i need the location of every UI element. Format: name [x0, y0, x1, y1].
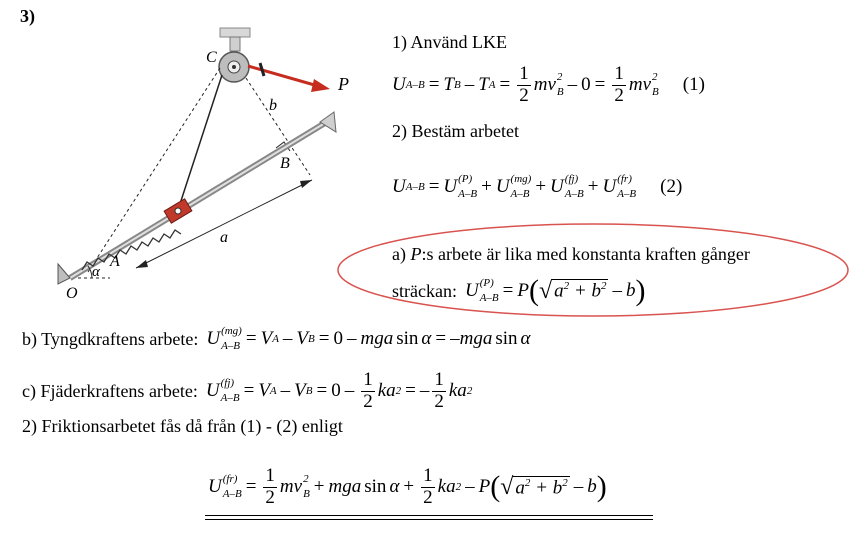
problem-number: 3)	[20, 6, 35, 26]
equation-2: U A–B = U (P) A–B + U (mg) A–B + U (fj) A–B + U (fr) A–B (2)	[392, 173, 683, 200]
equation-number-2: (2)	[660, 176, 683, 197]
step2-heading: 2) Bestäm arbetet	[392, 121, 519, 141]
part-c-text: c) Fjäderkraftens arbete:	[22, 380, 198, 401]
dashed-line-CB	[246, 78, 310, 175]
equation-number-1: (1)	[682, 74, 705, 96]
rod-end-cap	[320, 112, 336, 132]
final-underline-2	[205, 519, 653, 520]
label-alpha: α	[92, 264, 100, 280]
part-a-symbol: P	[410, 244, 422, 264]
label-b: b	[269, 97, 277, 114]
part-a-text-2: sträckan:	[392, 280, 457, 301]
final-equation: U (fr) A–B = $\frac{1}{2}$ mv 2 B + mga sin α + $\frac{1}{2}$ ka 2 – P ( √ $a^2 + b^2$ – b )	[208, 465, 607, 508]
part-a-prefix: a)	[392, 244, 411, 264]
equation-1: U A–B = T B – T A = $\frac{1}{2}$ mv 2 B – 0 = $\frac{1}{2}$ mv 2 B (1)	[392, 63, 705, 106]
part-a-text: :s arbete är lika med konstanta kraften gånger	[421, 244, 750, 264]
label-a: a	[220, 229, 228, 246]
pulley-bracket	[230, 37, 240, 51]
label-A: A	[110, 253, 120, 270]
part-c: c) Fjäderkraftens arbete: U (fj) A–B = V A – V B = 0 – $\frac{1}{2}$ ka 2 = – $\frac{1}{2}$ ka 2	[22, 369, 473, 412]
force-arrowhead	[311, 79, 330, 92]
conclusion-text: 2) Friktionsarbetet fås då från (1) - (2) enligt	[22, 416, 343, 436]
part-b-text: b) Tyngdkraftens arbete:	[22, 328, 199, 349]
step1-heading: 1) Använd LKE	[392, 32, 507, 52]
dashed-line-CA	[88, 68, 220, 272]
mechanism-figure	[40, 20, 370, 310]
part-a-equation: sträckan: U (P) A–B = P ( √ $a^2 + b^2$ – b )	[392, 274, 646, 307]
part-b: b) Tyngdkraftens arbete: U (mg) A–B = V A – V B = 0 – mga sin α = –mga sin α	[22, 325, 531, 352]
part-a-line1	[392, 244, 750, 265]
ceiling-support	[220, 28, 250, 37]
label-O: O	[66, 285, 78, 302]
force-arrow	[248, 66, 318, 86]
base-mount	[58, 264, 70, 284]
label-C: C	[206, 49, 217, 66]
final-underline-1	[205, 515, 653, 516]
label-B: B	[280, 155, 290, 172]
label-P: P	[338, 74, 349, 94]
